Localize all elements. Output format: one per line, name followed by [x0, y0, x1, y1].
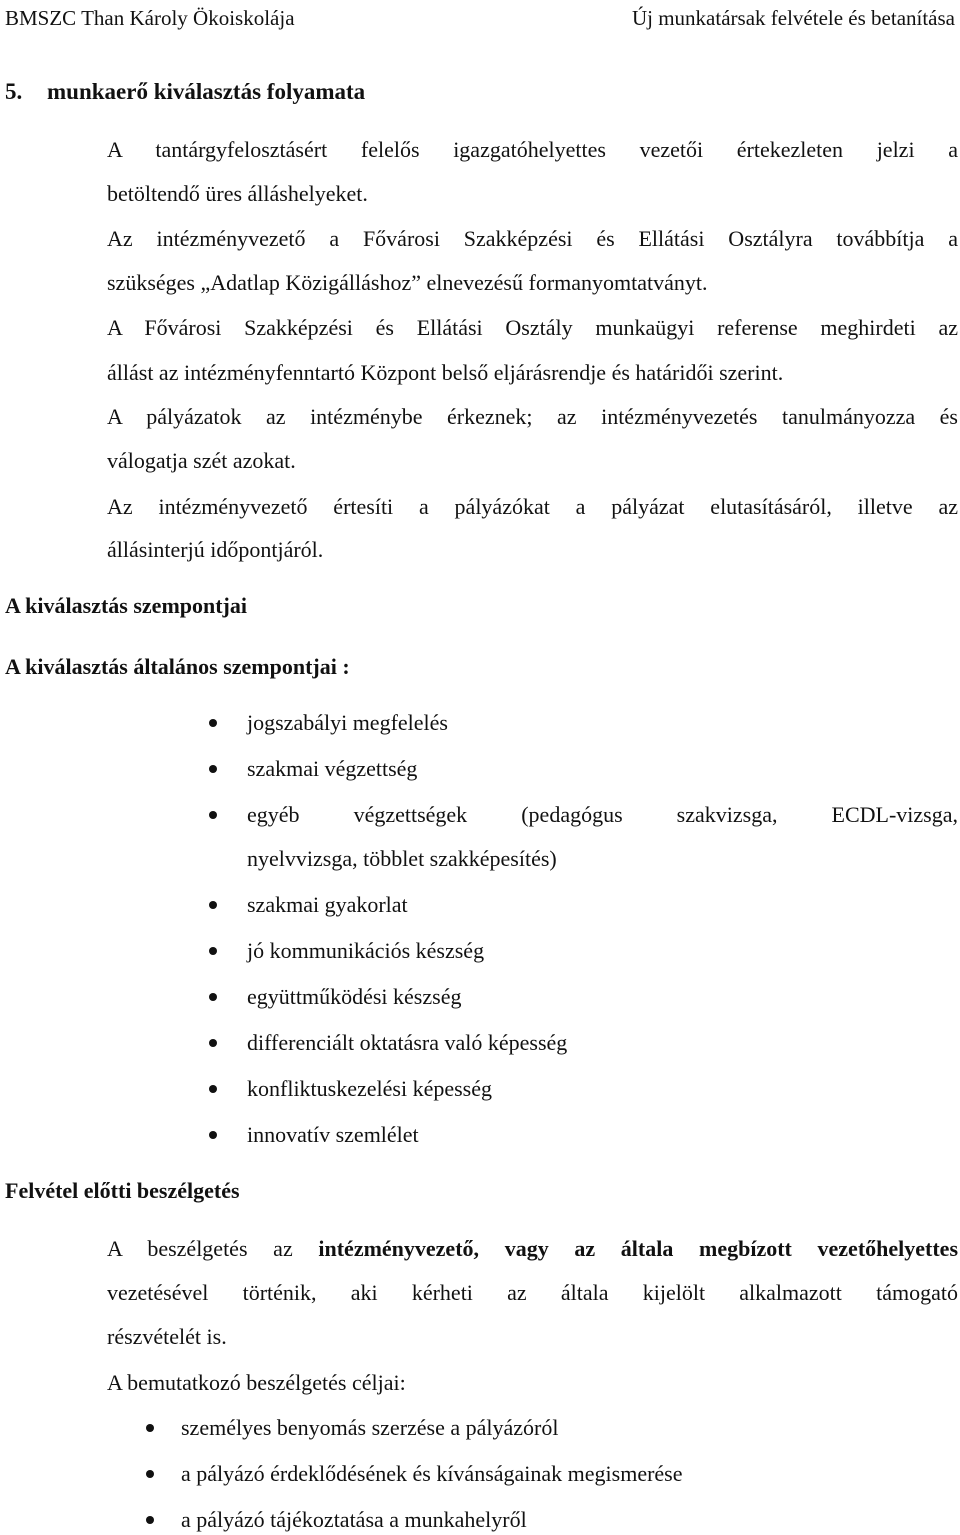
paragraph-line: állást az intézményfenntartó Központ belső eljárásrendje és határidői szerint.: [107, 360, 784, 385]
goal-item: személyes benyomás szerzése a pályázóról: [181, 1415, 559, 1440]
goal-item: a pályázó tájékoztatása a munkahelyről: [181, 1507, 527, 1532]
bullet-icon: [146, 1470, 154, 1478]
goals-label: A bemutatkozó beszélgetés céljai:: [107, 1370, 406, 1395]
intro-prefix: A beszélgetés az: [107, 1236, 319, 1261]
criteria-heading: A kiválasztás szempontjai: [5, 593, 247, 618]
list-item: jó kommunikációs készség: [247, 938, 485, 963]
paragraph-line: válogatja szét azokat.: [107, 448, 296, 473]
list-item: együttműködési készség: [247, 984, 462, 1009]
interview-heading: Felvétel előtti beszélgetés: [5, 1178, 240, 1203]
bullet-icon: [209, 719, 217, 727]
goal-item: a pályázó érdeklődésének és kívánságainak megismerése: [181, 1461, 683, 1486]
header-school-name: BMSZC Than Károly Ökoiskolája: [5, 6, 295, 30]
bullet-icon: [209, 1039, 217, 1047]
paragraph-line: szükséges „Adatlap Közigálláshoz” elnevezésű formanyomtatványt.: [107, 270, 708, 295]
header-document-title: Új munkatársak felvétele és betanítása: [631, 6, 955, 30]
paragraph-line: A tantárgyfelosztásért felelős igazgatóhelyettes vezetői értekezleten jelzi a: [107, 137, 958, 162]
paragraph-line: Az intézményvezető a Fővárosi Szakképzési és Ellátási Osztályra továbbítja a: [107, 226, 958, 251]
bullet-icon: [209, 811, 217, 819]
bullet-icon: [209, 947, 217, 955]
list-item: szakmai végzettség: [247, 756, 418, 781]
intro-bold-text: intézményvezető, vagy az általa megbízott vezetőhelyettes: [318, 1236, 959, 1261]
bullet-icon: [209, 901, 217, 909]
section-number: 5.: [5, 79, 23, 104]
interview-intro-line: vezetésével történik, aki kérheti az általa kijelölt alkalmazott támogató: [107, 1280, 958, 1305]
list-item-continuation: nyelvvizsga, többlet szakképesítés): [247, 846, 557, 871]
list-item: szakmai gyakorlat: [247, 892, 408, 917]
paragraph-line: A pályázatok az intézménybe érkeznek; az intézményvezetés tanulmányozza és: [107, 404, 958, 429]
list-item: egyéb végzettségek (pedagógus szakvizsga, ECDL-vizsga,: [247, 802, 958, 827]
bullet-icon: [209, 1085, 217, 1093]
bullet-icon: [146, 1516, 154, 1524]
paragraph-line: A Fővárosi Szakképzési és Ellátási Osztály munkaügyi referense meghirdeti az: [107, 315, 958, 340]
bullet-icon: [209, 765, 217, 773]
list-item: konfliktuskezelési képesség: [247, 1076, 492, 1101]
paragraph-line: betöltendő üres álláshelyeket.: [107, 181, 368, 206]
list-item: jogszabályi megfelelés: [247, 710, 448, 735]
paragraph-line: állásinterjú időpontjáról.: [107, 537, 324, 562]
section-title: munkaerő kiválasztás folyamata: [47, 79, 366, 104]
bullet-icon: [209, 1131, 217, 1139]
interview-intro-line: részvételét is.: [107, 1324, 227, 1349]
criteria-subheading: A kiválasztás általános szempontjai :: [5, 654, 350, 679]
bullet-icon: [146, 1424, 154, 1432]
interview-intro-line: [107, 1235, 958, 1263]
list-item: innovatív szemlélet: [247, 1122, 419, 1147]
bullet-icon: [209, 993, 217, 1001]
list-item: differenciált oktatásra való képesség: [247, 1030, 568, 1055]
paragraph-line: Az intézményvezető értesíti a pályázókat a pályázat elutasításáról, illetve az: [107, 494, 958, 519]
